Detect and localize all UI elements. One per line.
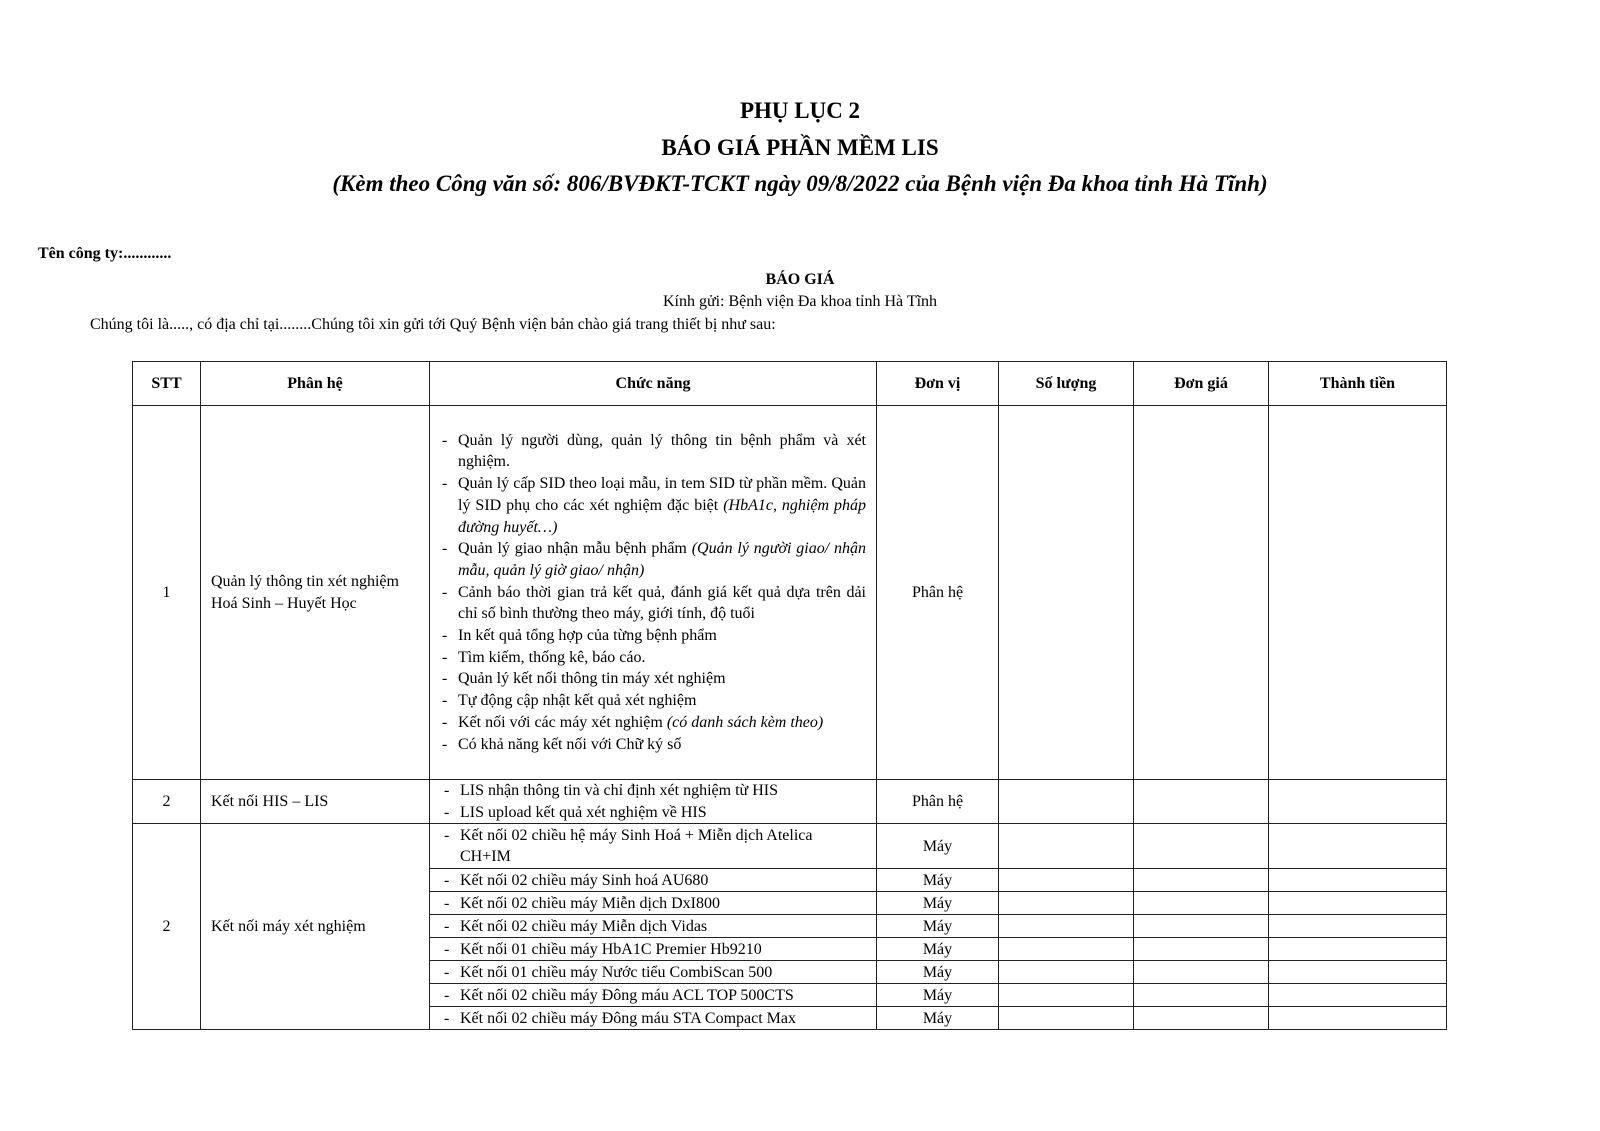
row-quantity bbox=[999, 961, 1134, 984]
recipient-line: Kính gửi: Bệnh viện Đa khoa tỉnh Hà Tĩnh bbox=[662, 293, 938, 310]
row-unit: Phân hệ bbox=[877, 780, 999, 824]
row-unit: Máy bbox=[877, 824, 999, 869]
row-unit: Máy bbox=[877, 1007, 999, 1030]
row-unit-price bbox=[1134, 780, 1269, 824]
row-functions bbox=[430, 892, 877, 915]
function-item: - Kết nối 02 chiều máy Đông máu ACL TOP 500CTS bbox=[444, 985, 866, 1006]
function-item: - LIS nhận thông tin và chỉ định xét nghiệm từ HIS bbox=[444, 780, 866, 802]
row-unit-price bbox=[1134, 984, 1269, 1007]
row-unit-price bbox=[1134, 869, 1269, 892]
row-total bbox=[1269, 869, 1447, 892]
table-header-row bbox=[133, 362, 1447, 406]
row-quantity bbox=[999, 780, 1134, 824]
row-unit: Máy bbox=[877, 915, 999, 938]
function-item: - Tìm kiếm, thống kê, báo cáo. bbox=[442, 647, 866, 669]
function-item: - LIS upload kết quả xét nghiệm về HIS bbox=[444, 802, 866, 824]
row-unit-price bbox=[1134, 915, 1269, 938]
row-unit-price bbox=[1134, 1007, 1269, 1030]
table-row bbox=[133, 406, 1447, 780]
header-total: Thành tiền bbox=[1269, 362, 1447, 406]
row-total bbox=[1269, 915, 1447, 938]
row-total bbox=[1269, 406, 1447, 780]
row-unit-price bbox=[1134, 406, 1269, 780]
row-functions bbox=[430, 824, 877, 869]
function-item: - Kết nối 01 chiều máy HbA1C Premier Hb9210 bbox=[444, 939, 866, 960]
quote-table bbox=[132, 361, 1447, 1030]
row-unit: Máy bbox=[877, 984, 999, 1007]
row-functions bbox=[430, 1007, 877, 1030]
document-subtitle: (Kèm theo Công văn số: 806/BVĐKT-TCKT ngày 09/8/2022 của Bệnh viện Đa khoa tỉnh Hà Tĩnh) bbox=[332, 171, 1268, 196]
function-item: - Tự động cập nhật kết quả xét nghiệm bbox=[442, 690, 866, 712]
document-title: BÁO GIÁ PHẦN MỀM LIS bbox=[661, 135, 939, 160]
row-stt: 2 bbox=[133, 824, 201, 1030]
intro-paragraph: Chúng tôi là....., có địa chỉ tại........Chúng tôi xin gửi tới Quý Bệnh viện bản chào giá trang thiết bị như sau: bbox=[90, 316, 776, 333]
company-name-line: Tên công ty:............ bbox=[38, 245, 172, 262]
row-unit-price bbox=[1134, 892, 1269, 915]
function-item: - Quản lý giao nhận mẫu bệnh phẩm (Quản lý người giao/ nhận mẫu, quản lý giờ giao/ nhận) bbox=[442, 538, 866, 581]
function-item: - Cảnh báo thời gian trả kết quả, đánh giá kết quả dựa trên dải chỉ số bình thường theo máy, giới tính, độ tuổi bbox=[442, 582, 866, 625]
row-quantity bbox=[999, 938, 1134, 961]
row-module: Quản lý thông tin xét nghiệm Hoá Sinh – Huyết Học bbox=[201, 406, 430, 780]
table-row bbox=[133, 824, 1447, 869]
row-functions bbox=[430, 406, 877, 780]
row-functions bbox=[430, 869, 877, 892]
row-total bbox=[1269, 961, 1447, 984]
function-item: - Kết nối 02 chiều hệ máy Sinh Hoá + Miễn dịch Atelica CH+IM bbox=[444, 825, 866, 867]
row-unit: Máy bbox=[877, 892, 999, 915]
row-unit-price bbox=[1134, 961, 1269, 984]
table-row bbox=[133, 780, 1447, 824]
row-quantity bbox=[999, 915, 1134, 938]
row-module: Kết nối máy xét nghiệm bbox=[201, 824, 430, 1030]
row-stt: 1 bbox=[133, 406, 201, 780]
function-item: - Kết nối 02 chiều máy Miễn dịch DxI800 bbox=[444, 893, 866, 914]
row-total bbox=[1269, 938, 1447, 961]
row-quantity bbox=[999, 892, 1134, 915]
header-module: Phân hệ bbox=[201, 362, 430, 406]
row-total bbox=[1269, 1007, 1447, 1030]
row-module: Kết nối HIS – LIS bbox=[201, 780, 430, 824]
row-total bbox=[1269, 892, 1447, 915]
function-item: - Kết nối 02 chiều máy Sinh hoá AU680 bbox=[444, 870, 866, 891]
header-unit: Đơn vị bbox=[877, 362, 999, 406]
function-item: - Quản lý cấp SID theo loại mẫu, in tem SID từ phần mềm. Quản lý SID phụ cho các xét nghiệm đặc biệt (HbA1c, nghiệm pháp đường huyết…) bbox=[442, 473, 866, 538]
row-functions bbox=[430, 780, 877, 824]
function-item: - Kết nối 02 chiều máy Đông máu STA Compact Max bbox=[444, 1008, 866, 1029]
row-stt: 2 bbox=[133, 780, 201, 824]
row-unit: Máy bbox=[877, 961, 999, 984]
row-quantity bbox=[999, 824, 1134, 869]
row-quantity bbox=[999, 984, 1134, 1007]
row-functions bbox=[430, 938, 877, 961]
row-total bbox=[1269, 824, 1447, 869]
row-total bbox=[1269, 984, 1447, 1007]
function-item: - Quản lý kết nối thông tin máy xét nghiệm bbox=[442, 668, 866, 690]
row-unit: Máy bbox=[877, 938, 999, 961]
function-item: - In kết quả tổng hợp của từng bệnh phẩm bbox=[442, 625, 866, 647]
row-unit: Máy bbox=[877, 869, 999, 892]
row-functions bbox=[430, 961, 877, 984]
row-quantity bbox=[999, 1007, 1134, 1030]
header-quantity: Số lượng bbox=[999, 362, 1134, 406]
quote-title: BÁO GIÁ bbox=[765, 271, 835, 288]
function-item: - Kết nối với các máy xét nghiệm (có danh sách kèm theo) bbox=[442, 712, 866, 734]
row-quantity bbox=[999, 869, 1134, 892]
header-stt: STT bbox=[133, 362, 201, 406]
row-total bbox=[1269, 780, 1447, 824]
function-item: - Có khả năng kết nối với Chữ ký số bbox=[442, 734, 866, 756]
function-item: - Quản lý người dùng, quản lý thông tin bệnh phẩm và xét nghiệm. bbox=[442, 430, 866, 473]
function-item: - Kết nối 02 chiều máy Miễn dịch Vidas bbox=[444, 916, 866, 937]
row-unit-price bbox=[1134, 938, 1269, 961]
header-function: Chức năng bbox=[430, 362, 877, 406]
row-unit: Phân hệ bbox=[877, 406, 999, 780]
row-quantity bbox=[999, 406, 1134, 780]
row-unit-price bbox=[1134, 824, 1269, 869]
header-unit-price: Đơn giá bbox=[1134, 362, 1269, 406]
row-functions bbox=[430, 915, 877, 938]
appendix-title: PHỤ LỤC 2 bbox=[739, 98, 861, 123]
row-functions bbox=[430, 984, 877, 1007]
function-item: - Kết nối 01 chiều máy Nước tiểu CombiScan 500 bbox=[444, 962, 866, 983]
